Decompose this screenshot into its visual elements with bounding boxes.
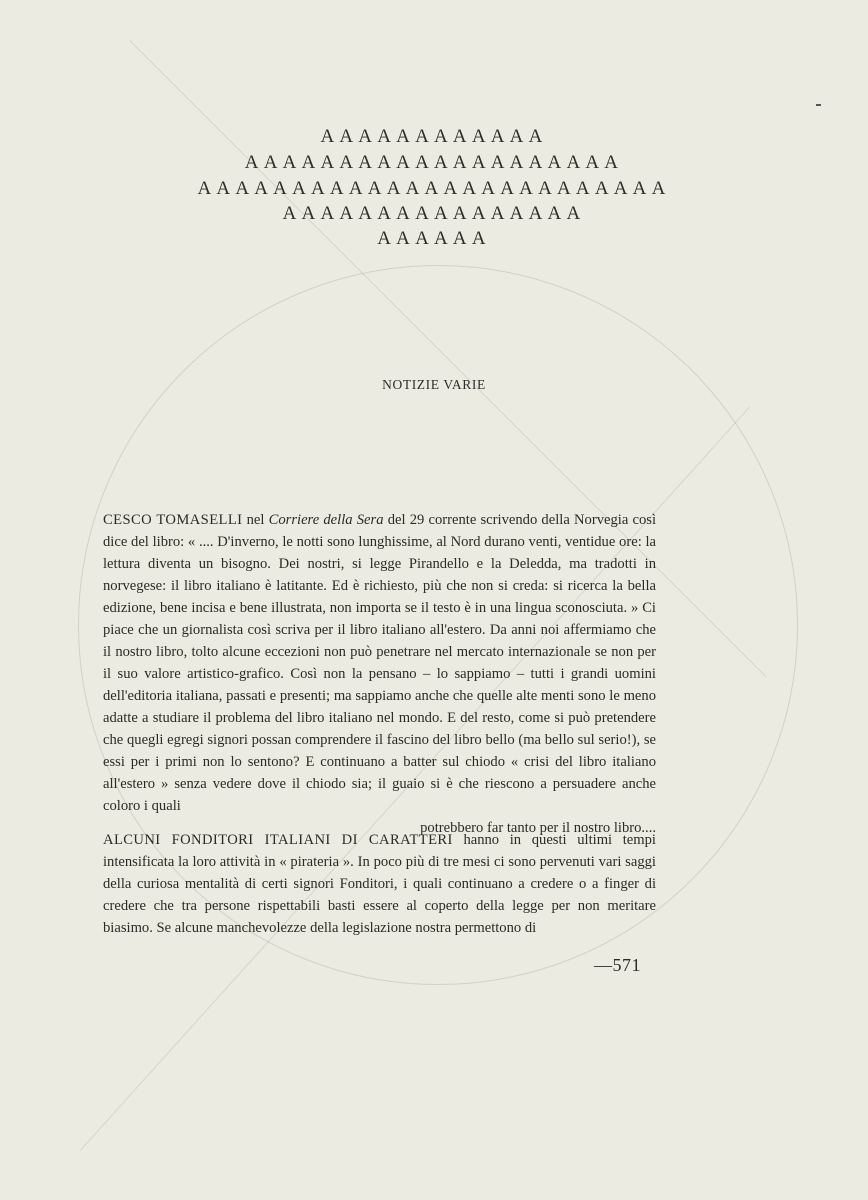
article-paragraph	[103, 829, 656, 939]
paragraph-last-line: potrebbero far tanto per il nostro libro....	[420, 820, 656, 836]
paragraph-text: hanno in questi ultimi tempi intensificata la loro attività in « pirateria ». In poco più di tre mesi ci sono pervenuti vari saggi della curiosa mentalità di certi signori Fonditori, i quali continuano a credere o a finger di credere che tra persone rispettabili basti essere al coperto della legge per non meritare biasimo. Se alcune manchevolezze della legislazione nostra permettono di	[103, 832, 656, 936]
page-number: —571	[594, 955, 641, 975]
article-paragraph	[103, 509, 656, 839]
ornament-line: AAAAAA	[377, 228, 491, 249]
ornament-line: AAAAAAAAAAAAAAAA	[282, 203, 586, 224]
paragraph-text: del 29 corrente scrivendo della Norvegia così dice del libro: « .... D'inverno, le notti sono lunghissime, al Nord durano venti, ventidue ore: la lettura diventa un bisogno. Dei nostri, si legge Pirandello e la Deledda, ma tradotti in norvegese: il libro italiano è latitante. Ed è richiesto, più che non si creda: si ricerca la bella edizione, bene incisa e bene illustrata, non importa se il testo è in una lingua sconosciuta. » Ci piace che un giornalista così scriva per il libro italiano all'estero. Da anni noi affermiamo che il nostro libro, tolto alcune eccezioni non può penetrare nel mercato internazionale se non per il suo valore artistico-grafico. Così non la pensano – lo sappiamo – tutti i grandi uomini dell'editoria italiana, passati e presenti; ma sappiamo anche che quelle alte menti sono le meno adatte a studiare il problema del libro italiano nel mondo. E del resto, come si può pretendere che quegli egregi signori possan comprendere il fascino del libro bello (ma bello sul serio!), se essi per i primi non lo sentono? E continuano a batter sul chiodo « crisi del libro italiano all'estero » senza vedere dove il chiodo sia; il guaio si è che riescono a persuadere anche coloro i quali	[103, 512, 656, 814]
newspaper-name: Corriere della Sera	[268, 512, 384, 528]
ornament-line: AAAAAAAAAAAA	[320, 126, 548, 147]
ornament-line: AAAAAAAAAAAAAAAAAAAA	[244, 152, 624, 173]
section-title: NOTIZIE VARIE	[382, 377, 486, 392]
paragraph-lead: CESCO TOMASELLI	[103, 512, 243, 528]
ink-mark	[816, 104, 821, 106]
ornament-line: AAAAAAAAAAAAAAAAAAAAAAAAA	[197, 178, 671, 199]
paragraph-lead: ALCUNI FONDITORI ITALIANI DI CARATTERI	[103, 832, 453, 848]
paragraph-text: nel	[242, 512, 269, 528]
